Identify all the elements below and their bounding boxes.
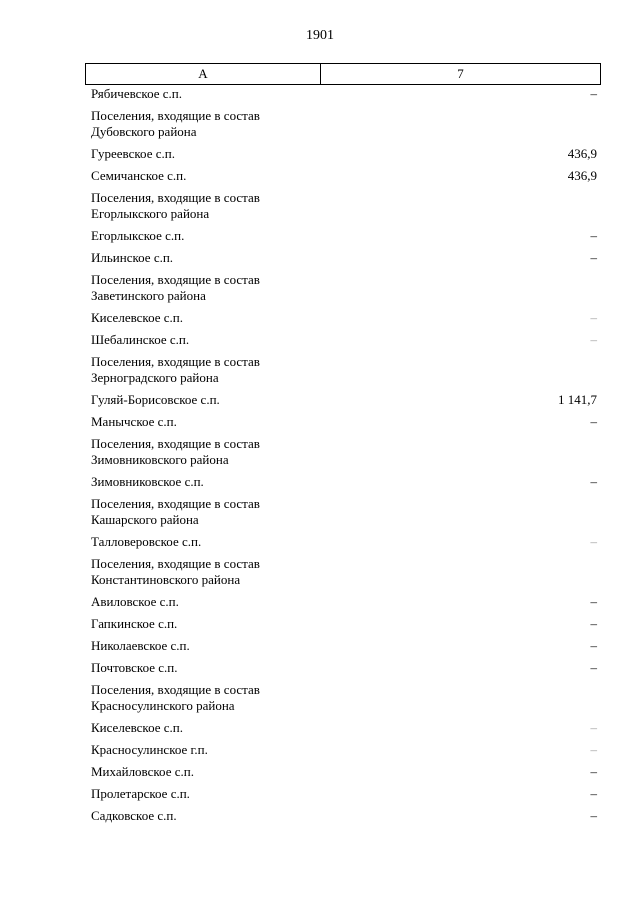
row-value: 1 141,7 xyxy=(558,392,597,407)
row-name: Гуляй-Борисовское с.п. xyxy=(91,392,220,407)
row-name: Пролетарское с.п. xyxy=(91,786,190,801)
row-name: Авиловское с.п. xyxy=(91,594,179,609)
row-value: – xyxy=(590,786,597,801)
row-value: – xyxy=(590,660,597,675)
row-value: – xyxy=(590,720,597,735)
row-name: Зимовниковское с.п. xyxy=(91,474,204,489)
row-name: Михайловское с.п. xyxy=(91,764,194,779)
table-row xyxy=(91,436,597,468)
row-value: – xyxy=(590,250,597,265)
row-name: Поселения, входящие в состав Зимовниковского района xyxy=(91,436,260,467)
table-row xyxy=(91,168,597,184)
table-row xyxy=(91,616,597,632)
row-value: – xyxy=(590,332,597,347)
column-header-7: 7 xyxy=(321,64,601,85)
table-row xyxy=(91,474,597,490)
row-value: – xyxy=(590,414,597,429)
column-header-a: А xyxy=(86,64,321,85)
table-row xyxy=(91,660,597,676)
table-row xyxy=(91,742,597,758)
table-row xyxy=(91,86,597,102)
table-row xyxy=(91,190,597,222)
row-name: Поселения, входящие в состав Дубовского района xyxy=(91,108,260,139)
row-name: Поселения, входящие в состав Красносулинского района xyxy=(91,682,260,713)
row-name: Талловеровское с.п. xyxy=(91,534,202,549)
table-row xyxy=(91,250,597,266)
row-name: Рябичевское с.п. xyxy=(91,86,182,101)
row-name: Садковское с.п. xyxy=(91,808,177,823)
row-name: Семичанское с.п. xyxy=(91,168,187,183)
table-row xyxy=(91,594,597,610)
table-header xyxy=(85,63,601,85)
row-name: Красносулинское г.п. xyxy=(91,742,208,757)
row-name: Ильинское с.п. xyxy=(91,250,174,265)
row-value: 436,9 xyxy=(567,168,597,183)
row-value: – xyxy=(590,594,597,609)
row-name: Поселения, входящие в состав Заветинского района xyxy=(91,272,260,303)
row-name: Поселения, входящие в состав Егорлыкского района xyxy=(91,190,260,221)
row-value: – xyxy=(590,228,597,243)
table-row xyxy=(91,392,597,408)
table-row xyxy=(91,310,597,326)
row-name: Киселевское с.п. xyxy=(91,310,183,325)
table-row xyxy=(91,808,597,824)
table-row xyxy=(91,534,597,550)
row-name: Поселения, входящие в состав Кашарского района xyxy=(91,496,260,527)
row-value: – xyxy=(590,808,597,823)
table-row xyxy=(91,228,597,244)
table-body xyxy=(91,86,597,824)
row-name: Шебалинское с.п. xyxy=(91,332,190,347)
row-value: – xyxy=(590,534,597,549)
row-name: Гуреевское с.п. xyxy=(91,146,175,161)
table-row xyxy=(91,414,597,430)
row-name: Поселения, входящие в состав Константиновского района xyxy=(91,556,260,587)
row-value: – xyxy=(590,764,597,779)
row-name: Егорлыкское с.п. xyxy=(91,228,185,243)
row-name: Манычское с.п. xyxy=(91,414,177,429)
table-row xyxy=(91,720,597,736)
table-row xyxy=(91,682,597,714)
row-name: Поселения, входящие в состав Зерноградского района xyxy=(91,354,260,385)
table-row xyxy=(91,108,597,140)
table-row xyxy=(91,146,597,162)
page-number: 1901 xyxy=(306,28,334,43)
row-value: – xyxy=(590,616,597,631)
table-row xyxy=(91,354,597,386)
row-value: – xyxy=(590,474,597,489)
row-name: Николаевское с.п. xyxy=(91,638,190,653)
row-name: Гапкинское с.п. xyxy=(91,616,178,631)
row-name: Почтовское с.п. xyxy=(91,660,178,675)
row-name: Киселевское с.п. xyxy=(91,720,183,735)
row-value: 436,9 xyxy=(567,146,597,161)
table-row xyxy=(91,496,597,528)
table-row xyxy=(91,332,597,348)
row-value: – xyxy=(590,638,597,653)
table-row xyxy=(91,272,597,304)
table-row xyxy=(91,638,597,654)
row-value: – xyxy=(590,310,597,325)
row-value: – xyxy=(590,86,597,101)
table-row xyxy=(91,764,597,780)
row-value: – xyxy=(590,742,597,757)
table-row xyxy=(91,556,597,588)
table-row xyxy=(91,786,597,802)
